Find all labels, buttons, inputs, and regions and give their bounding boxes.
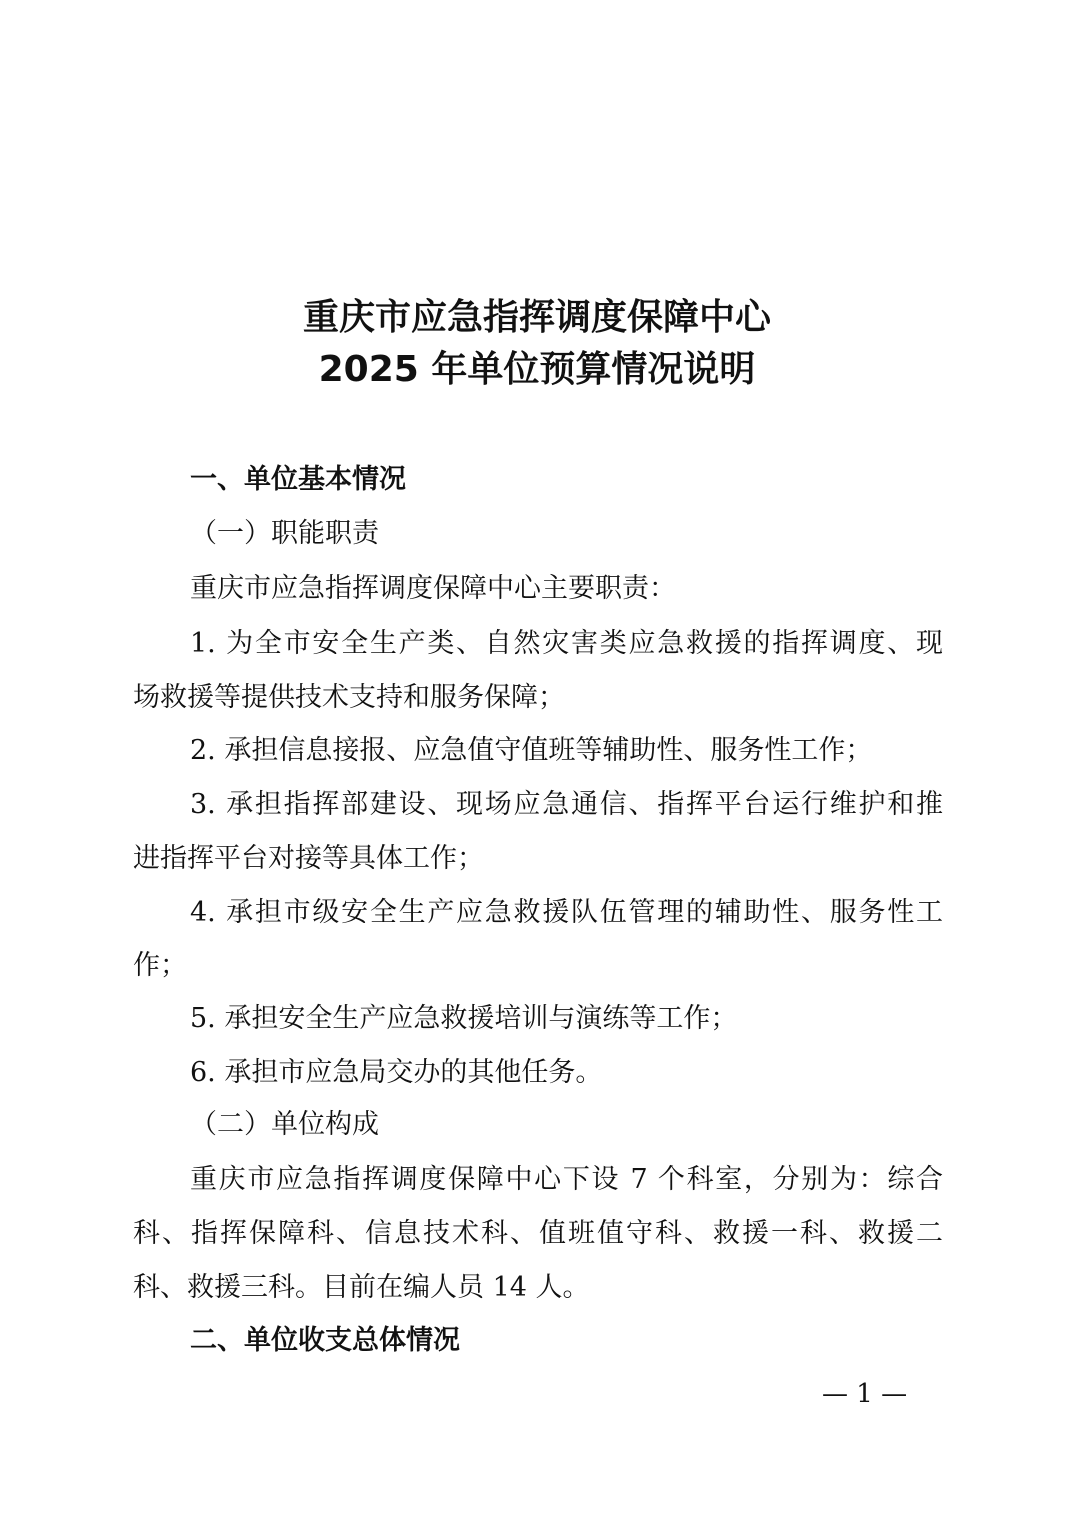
section-heading-income-expenditure: 二、单位收支总体情况 xyxy=(190,1325,460,1356)
subsection-heading-duties: （一）职能职责 xyxy=(190,518,379,549)
composition-line2: 科、指挥保障科、信息技术科、值班值守科、救援一科、救援二 xyxy=(133,1218,943,1249)
document-title-line2: 2025 年单位预算情况说明 xyxy=(318,349,756,390)
duty-item-1-line2: 场救援等提供技术支持和服务保障； xyxy=(133,682,565,713)
duty-item-4-line2: 作； xyxy=(133,950,187,981)
duty-item-2: 2. 承担信息接报、应急值守值班等辅助性、服务性工作； xyxy=(190,735,873,766)
duty-item-5: 5. 承担安全生产应急救援培训与演练等工作； xyxy=(190,1003,738,1034)
duty-item-3-line2: 进指挥平台对接等具体工作； xyxy=(133,843,484,874)
section-heading-unit-basics: 一、单位基本情况 xyxy=(190,464,406,495)
subsection-heading-composition: （二）单位构成 xyxy=(190,1109,379,1140)
composition-line1: 重庆市应急指挥调度保障中心下设 7 个科室，分别为：综合 xyxy=(190,1164,943,1195)
duty-item-6: 6. 承担市应急局交办的其他任务。 xyxy=(190,1057,603,1088)
page-number: — 1 — xyxy=(822,1379,908,1409)
duty-item-3-line1: 3. 承担指挥部建设、现场应急通信、指挥平台运行维护和推 xyxy=(190,789,943,820)
composition-line3: 科、救援三科。目前在编人员 14 人。 xyxy=(133,1272,590,1303)
document-title-line1: 重庆市应急指挥调度保障中心 xyxy=(302,297,771,338)
duty-item-4-line1: 4. 承担市级安全生产应急救援队伍管理的辅助性、服务性工 xyxy=(190,897,943,928)
duty-item-1-line1: 1. 为全市安全生产类、自然灾害类应急救援的指挥调度、现 xyxy=(190,628,943,659)
duties-intro: 重庆市应急指挥调度保障中心主要职责： xyxy=(190,573,676,604)
